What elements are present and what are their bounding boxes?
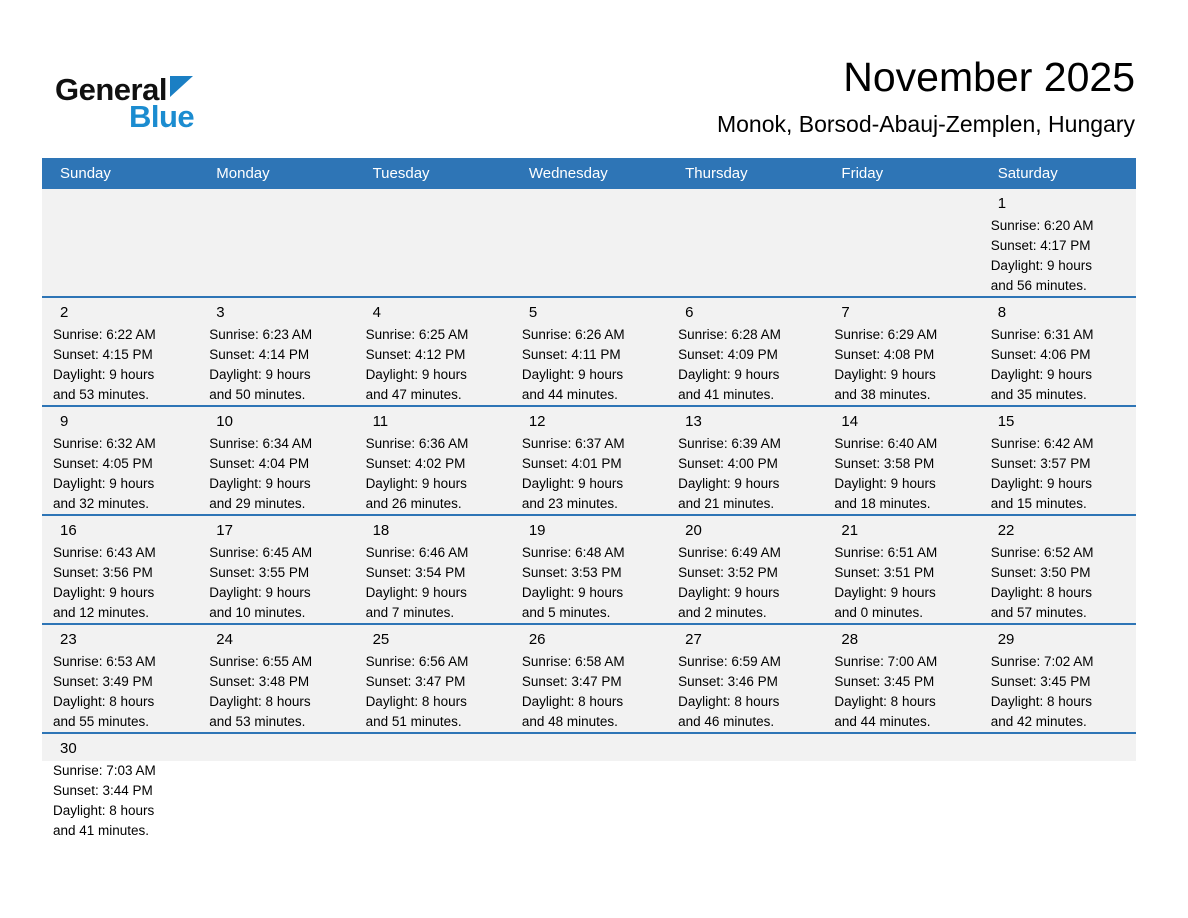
day-cell — [823, 624, 979, 733]
day-number: 6 — [685, 304, 694, 321]
daylight-minutes-text: and 38 minutes. — [834, 387, 931, 402]
general-blue-logo — [55, 74, 194, 132]
daylight-minutes-text: and 26 minutes. — [365, 496, 462, 511]
sunset-text: Sunset: 4:08 PM — [834, 347, 935, 362]
sunrise-text: Sunrise: 6:40 AM — [834, 436, 938, 451]
day-number: 15 — [997, 413, 1015, 430]
day-number: 19 — [528, 522, 546, 539]
weekday-header-tuesday: Tuesday — [355, 158, 511, 189]
page-title: November 2025 — [843, 54, 1135, 100]
day-cell — [42, 515, 198, 624]
day-number: 28 — [841, 631, 859, 648]
daylight-hours-text: Daylight: 9 hours — [678, 476, 780, 491]
sunset-text: Sunset: 3:48 PM — [209, 674, 310, 689]
sunset-text: Sunset: 3:50 PM — [990, 565, 1091, 580]
sunset-text: Sunset: 4:00 PM — [678, 456, 778, 471]
daylight-minutes-text: and 57 minutes. — [990, 605, 1087, 620]
daylight-hours-text: Daylight: 8 hours — [53, 694, 155, 709]
day-number: 25 — [372, 631, 390, 648]
daylight-minutes-text: and 15 minutes. — [990, 496, 1087, 511]
day-cell — [823, 297, 979, 406]
week-row — [42, 406, 1136, 515]
daylight-hours-text: Daylight: 8 hours — [678, 694, 780, 709]
daylight-minutes-text: and 55 minutes. — [53, 714, 150, 729]
daylight-minutes-text: and 53 minutes. — [209, 714, 306, 729]
sunset-text: Sunset: 3:49 PM — [53, 674, 153, 689]
calendar-header — [717, 54, 1135, 138]
sunset-text: Sunset: 4:05 PM — [53, 456, 153, 471]
day-number: 18 — [372, 522, 390, 539]
page-subtitle: Monok, Borsod-Abauj-Zemplen, Hungary — [716, 111, 1135, 138]
daylight-hours-text: Daylight: 8 hours — [990, 585, 1092, 600]
week-row — [42, 297, 1136, 406]
weekday-header-monday: Monday — [198, 158, 354, 189]
sunset-text: Sunset: 3:57 PM — [990, 456, 1091, 471]
day-number: 12 — [528, 413, 546, 430]
empty-day-cell — [823, 189, 979, 297]
day-cell — [355, 406, 511, 515]
weekday-header-friday: Friday — [823, 158, 979, 189]
sunrise-text: Sunrise: 6:25 AM — [365, 327, 469, 342]
empty-day-cell — [667, 189, 823, 297]
sunset-text: Sunset: 4:12 PM — [365, 347, 466, 362]
day-cell — [511, 297, 667, 406]
day-number: 4 — [372, 304, 381, 321]
daylight-hours-text: Daylight: 9 hours — [365, 476, 467, 491]
daylight-minutes-text: and 44 minutes. — [521, 387, 618, 402]
sunset-text: Sunset: 3:58 PM — [834, 456, 935, 471]
day-number: 13 — [685, 413, 702, 430]
daylight-minutes-text: and 41 minutes. — [53, 823, 150, 838]
day-number: 26 — [528, 631, 546, 648]
empty-day-cell — [42, 189, 198, 297]
week-row — [42, 515, 1136, 624]
sunset-text: Sunset: 4:02 PM — [365, 456, 466, 471]
day-cell — [198, 406, 354, 515]
daylight-hours-text: Daylight: 9 hours — [53, 585, 155, 600]
sunrise-text: Sunrise: 7:03 AM — [53, 763, 156, 778]
daylight-minutes-text: and 12 minutes. — [53, 605, 150, 620]
sunrise-text: Sunrise: 6:29 AM — [834, 327, 938, 342]
sunset-text: Sunset: 4:09 PM — [678, 347, 778, 362]
sunset-text: Sunset: 3:55 PM — [209, 565, 310, 580]
week-row — [42, 624, 1136, 733]
daylight-minutes-text: and 5 minutes. — [521, 605, 611, 620]
day-cell — [42, 733, 198, 855]
day-cell — [42, 624, 198, 733]
sunset-text: Sunset: 3:52 PM — [678, 565, 778, 580]
daylight-hours-text: Daylight: 9 hours — [365, 585, 467, 600]
daylight-hours-text: Daylight: 9 hours — [834, 476, 936, 491]
day-cell — [667, 297, 823, 406]
sunrise-text: Sunrise: 6:37 AM — [521, 436, 625, 451]
week-row — [42, 189, 1136, 297]
day-cell — [980, 624, 1136, 733]
empty-day-cell — [667, 733, 823, 855]
daylight-minutes-text: and 18 minutes. — [834, 496, 931, 511]
sunset-text: Sunset: 4:17 PM — [990, 238, 1091, 253]
daylight-hours-text: Daylight: 9 hours — [209, 476, 311, 491]
daylight-hours-text: Daylight: 8 hours — [990, 694, 1092, 709]
daylight-minutes-text: and 10 minutes. — [209, 605, 306, 620]
daylight-minutes-text: and 53 minutes. — [53, 387, 150, 402]
empty-day-cell — [511, 733, 667, 855]
day-cell — [667, 515, 823, 624]
day-number: 20 — [685, 522, 702, 539]
daylight-minutes-text: and 0 minutes. — [834, 605, 923, 620]
logo-triangle-icon — [170, 76, 193, 97]
empty-day-cell — [511, 189, 667, 297]
day-number: 1 — [997, 195, 1007, 212]
daylight-hours-text: Daylight: 9 hours — [209, 585, 311, 600]
sunrise-text: Sunrise: 6:36 AM — [365, 436, 469, 451]
sunrise-text: Sunrise: 6:20 AM — [990, 218, 1094, 233]
day-number: 22 — [997, 522, 1015, 539]
sunrise-text: Sunrise: 6:23 AM — [209, 327, 313, 342]
sunrise-text: Sunrise: 7:00 AM — [834, 654, 938, 669]
sunrise-text: Sunrise: 6:46 AM — [365, 545, 469, 560]
day-number: 7 — [841, 304, 850, 321]
daylight-minutes-text: and 47 minutes. — [365, 387, 462, 402]
sunset-text: Sunset: 4:15 PM — [53, 347, 153, 362]
day-cell — [980, 297, 1136, 406]
sunset-text: Sunset: 3:45 PM — [834, 674, 935, 689]
sunset-text: Sunset: 3:51 PM — [834, 565, 935, 580]
daylight-hours-text: Daylight: 8 hours — [834, 694, 936, 709]
day-cell — [198, 515, 354, 624]
day-number: 17 — [216, 522, 233, 539]
day-number: 30 — [60, 740, 77, 757]
daylight-minutes-text: and 41 minutes. — [678, 387, 775, 402]
daylight-hours-text: Daylight: 9 hours — [678, 367, 780, 382]
sunset-text: Sunset: 4:11 PM — [521, 347, 621, 362]
empty-day-cell — [355, 189, 511, 297]
daylight-hours-text: Daylight: 9 hours — [53, 476, 155, 491]
sunset-text: Sunset: 4:04 PM — [209, 456, 310, 471]
sunrise-text: Sunrise: 6:56 AM — [365, 654, 469, 669]
daylight-minutes-text: and 7 minutes. — [365, 605, 455, 620]
sunrise-text: Sunrise: 6:59 AM — [678, 654, 781, 669]
daylight-hours-text: Daylight: 9 hours — [53, 367, 155, 382]
day-number: 29 — [997, 631, 1015, 648]
sunset-text: Sunset: 3:47 PM — [521, 674, 622, 689]
day-cell — [42, 406, 198, 515]
sunset-text: Sunset: 4:01 PM — [521, 456, 622, 471]
daylight-minutes-text: and 32 minutes. — [53, 496, 150, 511]
logo-text-general: General — [55, 72, 167, 107]
daylight-hours-text: Daylight: 9 hours — [834, 367, 936, 382]
weekday-header-row — [42, 158, 1136, 189]
day-cell — [511, 515, 667, 624]
weekday-header-sunday: Sunday — [42, 158, 198, 189]
weekday-header-saturday: Saturday — [980, 158, 1136, 189]
day-cell — [355, 297, 511, 406]
empty-day-cell — [823, 733, 979, 855]
sunset-text: Sunset: 3:46 PM — [678, 674, 778, 689]
day-number: 10 — [216, 413, 233, 430]
sunrise-text: Sunrise: 6:55 AM — [209, 654, 313, 669]
sunset-text: Sunset: 3:44 PM — [53, 783, 153, 798]
daylight-hours-text: Daylight: 8 hours — [209, 694, 311, 709]
day-number: 27 — [685, 631, 702, 648]
day-cell — [198, 297, 354, 406]
daylight-hours-text: Daylight: 9 hours — [209, 367, 311, 382]
daylight-hours-text: Daylight: 9 hours — [990, 367, 1092, 382]
sunrise-text: Sunrise: 6:31 AM — [990, 327, 1094, 342]
sunrise-text: Sunrise: 6:53 AM — [53, 654, 156, 669]
day-cell — [198, 624, 354, 733]
daylight-hours-text: Daylight: 9 hours — [834, 585, 936, 600]
day-number: 16 — [60, 522, 77, 539]
sunset-text: Sunset: 3:54 PM — [365, 565, 466, 580]
sunrise-text: Sunrise: 6:52 AM — [990, 545, 1094, 560]
daylight-hours-text: Daylight: 9 hours — [365, 367, 467, 382]
daylight-hours-text: Daylight: 9 hours — [521, 585, 624, 600]
day-number: 21 — [841, 522, 859, 539]
sunset-text: Sunset: 4:06 PM — [990, 347, 1091, 362]
daylight-hours-text: Daylight: 8 hours — [365, 694, 467, 709]
calendar-table — [42, 158, 1136, 855]
day-cell — [355, 624, 511, 733]
empty-day-cell — [980, 733, 1136, 855]
day-number: 24 — [216, 631, 233, 648]
day-cell — [980, 406, 1136, 515]
sunset-text: Sunset: 4:14 PM — [209, 347, 310, 362]
sunset-text: Sunset: 3:53 PM — [521, 565, 622, 580]
sunrise-text: Sunrise: 6:39 AM — [678, 436, 781, 451]
sunrise-text: Sunrise: 6:32 AM — [53, 436, 156, 451]
daylight-hours-text: Daylight: 9 hours — [678, 585, 780, 600]
daylight-minutes-text: and 50 minutes. — [209, 387, 306, 402]
weekday-header-thursday: Thursday — [667, 158, 823, 189]
daylight-minutes-text: and 42 minutes. — [990, 714, 1087, 729]
empty-day-cell — [355, 733, 511, 855]
day-number: 8 — [997, 304, 1007, 321]
day-cell — [511, 624, 667, 733]
day-number: 11 — [372, 413, 389, 430]
sunrise-text: Sunrise: 6:34 AM — [209, 436, 313, 451]
daylight-minutes-text: and 46 minutes. — [678, 714, 775, 729]
sunrise-text: Sunrise: 6:42 AM — [990, 436, 1094, 451]
daylight-minutes-text: and 44 minutes. — [834, 714, 931, 729]
daylight-hours-text: Daylight: 9 hours — [990, 258, 1092, 273]
sunrise-text: Sunrise: 6:43 AM — [53, 545, 156, 560]
sunrise-text: Sunrise: 6:58 AM — [521, 654, 625, 669]
daylight-minutes-text: and 23 minutes. — [521, 496, 618, 511]
daylight-hours-text: Daylight: 9 hours — [990, 476, 1092, 491]
day-cell — [42, 297, 198, 406]
empty-day-cell — [198, 733, 354, 855]
day-cell — [667, 406, 823, 515]
sunrise-text: Sunrise: 7:02 AM — [990, 654, 1094, 669]
day-number: 3 — [216, 304, 225, 321]
sunrise-text: Sunrise: 6:51 AM — [834, 545, 938, 560]
day-cell — [511, 406, 667, 515]
day-cell — [980, 515, 1136, 624]
logo-text-blue: Blue — [129, 99, 195, 134]
sunrise-text: Sunrise: 6:26 AM — [521, 327, 625, 342]
day-number: 23 — [60, 631, 77, 648]
sunset-text: Sunset: 3:45 PM — [990, 674, 1091, 689]
daylight-hours-text: Daylight: 8 hours — [53, 803, 155, 818]
daylight-minutes-text: and 2 minutes. — [678, 605, 767, 620]
week-row — [42, 733, 1136, 855]
day-cell — [823, 406, 979, 515]
daylight-minutes-text: and 29 minutes. — [209, 496, 306, 511]
weekday-header-wednesday: Wednesday — [511, 158, 667, 189]
daylight-minutes-text: and 21 minutes. — [678, 496, 775, 511]
day-number: 9 — [60, 413, 69, 430]
day-cell — [355, 515, 511, 624]
day-cell — [667, 624, 823, 733]
daylight-minutes-text: and 51 minutes. — [365, 714, 462, 729]
day-number: 14 — [841, 413, 859, 430]
daylight-hours-text: Daylight: 9 hours — [521, 367, 624, 382]
sunrise-text: Sunrise: 6:49 AM — [678, 545, 781, 560]
daylight-hours-text: Daylight: 8 hours — [521, 694, 624, 709]
day-number: 2 — [60, 304, 69, 321]
sunrise-text: Sunrise: 6:45 AM — [209, 545, 313, 560]
day-cell — [980, 189, 1136, 297]
sunrise-text: Sunrise: 6:48 AM — [521, 545, 625, 560]
day-number: 5 — [528, 304, 538, 321]
empty-day-cell — [198, 189, 354, 297]
sunrise-text: Sunrise: 6:22 AM — [53, 327, 156, 342]
daylight-minutes-text: and 56 minutes. — [990, 278, 1087, 293]
day-cell — [823, 515, 979, 624]
daylight-minutes-text: and 35 minutes. — [990, 387, 1087, 402]
sunset-text: Sunset: 3:47 PM — [365, 674, 466, 689]
sunset-text: Sunset: 3:56 PM — [53, 565, 153, 580]
daylight-minutes-text: and 48 minutes. — [521, 714, 618, 729]
daylight-hours-text: Daylight: 9 hours — [521, 476, 624, 491]
sunrise-text: Sunrise: 6:28 AM — [678, 327, 781, 342]
